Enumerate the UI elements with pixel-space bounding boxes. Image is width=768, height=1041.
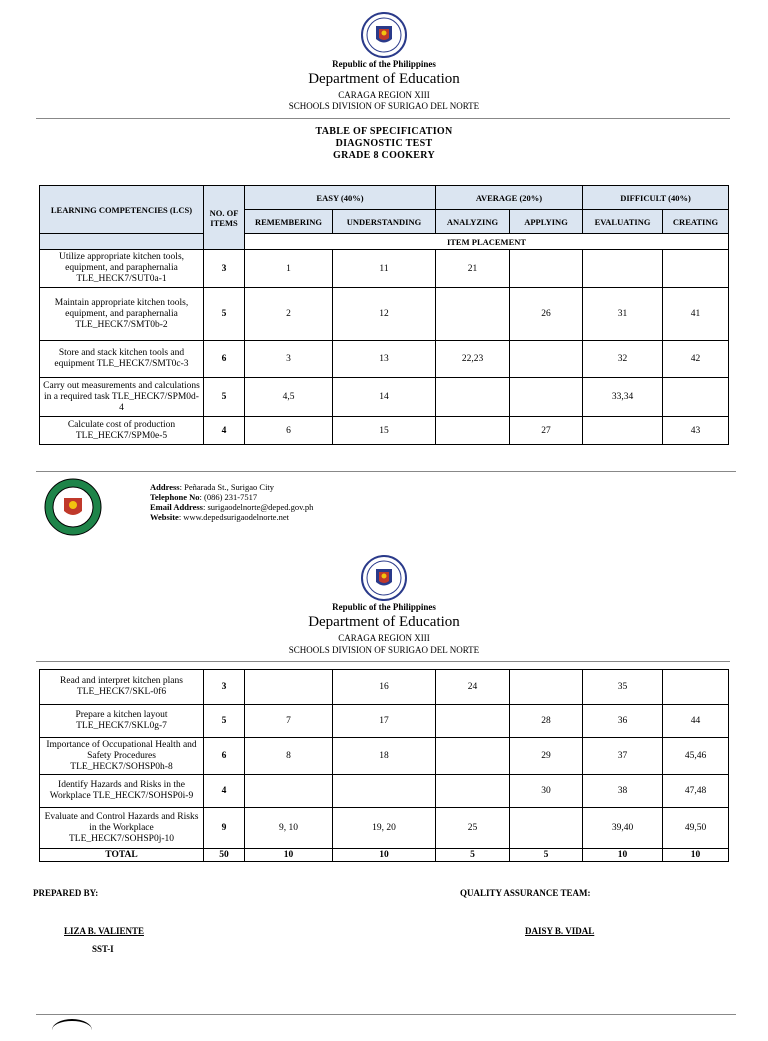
competency-cell: Read and interpret kitchen plans TLE_HECK7/SKL-0f6 xyxy=(40,670,204,705)
average-header: AVERAGE (20%) xyxy=(436,186,583,210)
competency-cell: Importance of Occupational Health and Safety Procedures TLE_HECK7/SOHSP0h-8 xyxy=(40,738,204,775)
quality-team-label: QUALITY ASSURANCE TEAM: xyxy=(460,888,591,898)
table-row xyxy=(40,705,729,738)
placement-cell-cre: 41 xyxy=(663,288,729,341)
competency-cell: Prepare a kitchen layout TLE_HECK7/SKL0g-7 xyxy=(40,705,204,738)
placement-cell-eva: 36 xyxy=(583,705,663,738)
total-row xyxy=(40,849,729,862)
placement-cell-rem: 4,5 xyxy=(245,378,333,417)
items-count-cell: 5 xyxy=(204,378,245,417)
specification-table xyxy=(39,185,729,445)
placement-cell-eva: 39,40 xyxy=(583,808,663,849)
difficult-header: DIFFICULT (40%) xyxy=(583,186,729,210)
items-count-cell: 3 xyxy=(204,670,245,705)
bottom-divider xyxy=(36,1014,736,1015)
placement-cell-und: 18 xyxy=(333,738,436,775)
placement-cell-und: 12 xyxy=(333,288,436,341)
email-line: Email Address: surigaodelnorte@deped.gov.ph xyxy=(150,502,314,512)
table-row xyxy=(40,250,729,288)
remembering-header: REMEMBERING xyxy=(245,210,333,234)
placement-cell-cre: 44 xyxy=(663,705,729,738)
title-line-3: GRADE 8 COOKERY xyxy=(333,150,435,161)
preparer-title: SST-I xyxy=(92,944,114,954)
placement-cell-cre: 45,46 xyxy=(663,738,729,775)
placement-cell-cre: 42 xyxy=(663,341,729,378)
header-divider xyxy=(36,661,730,662)
address-line: Address: Peñarada St., Surigao City xyxy=(150,482,275,492)
placement-cell-app: 30 xyxy=(510,775,583,808)
placement-cell-eva: 37 xyxy=(583,738,663,775)
table-row xyxy=(40,341,729,378)
footer-divider xyxy=(36,471,736,472)
total-items: 50 xyxy=(204,849,245,862)
region-label: CARAGA REGION XIII xyxy=(338,633,430,643)
table-body-page2 xyxy=(40,670,729,849)
placement-cell-ana xyxy=(436,417,510,445)
placement-cell-eva xyxy=(583,250,663,288)
preparer-name: LIZA B. VALIENTE xyxy=(64,926,144,936)
total-understanding: 10 xyxy=(333,849,436,862)
table-row xyxy=(40,378,729,417)
document-title xyxy=(0,126,768,162)
applying-header: APPLYING xyxy=(510,210,583,234)
table-row xyxy=(40,288,729,341)
placement-cell-und: 17 xyxy=(333,705,436,738)
item-placement-header: ITEM PLACEMENT xyxy=(245,234,729,250)
placement-cell-eva: 33,34 xyxy=(583,378,663,417)
division-label: SCHOOLS DIVISION OF SURIGAO DEL NORTE xyxy=(288,645,480,655)
competency-cell: Maintain appropriate kitchen tools, equipment, and paraphernalia TLE_HECK7/SMT0b-2 xyxy=(40,288,204,341)
phone-line: Telephone No: (086) 231-7517 xyxy=(150,492,258,502)
placement-cell-und: 14 xyxy=(333,378,436,417)
table-row xyxy=(40,738,729,775)
placement-cell-und xyxy=(333,775,436,808)
placement-cell-rem: 3 xyxy=(245,341,333,378)
placement-cell-rem: 2 xyxy=(245,288,333,341)
placement-cell-ana: 24 xyxy=(436,670,510,705)
region-label: CARAGA REGION XIII xyxy=(338,90,430,100)
lcs-header-blank xyxy=(40,234,204,250)
items-count-cell: 9 xyxy=(204,808,245,849)
placement-cell-app xyxy=(510,341,583,378)
total-creating: 10 xyxy=(663,849,729,862)
placement-cell-app xyxy=(510,808,583,849)
header-divider xyxy=(36,118,730,119)
table-row xyxy=(40,808,729,849)
placement-cell-ana: 25 xyxy=(436,808,510,849)
placement-cell-cre xyxy=(663,670,729,705)
placement-cell-ana xyxy=(436,378,510,417)
understanding-header: UNDERSTANDING xyxy=(333,210,436,234)
placement-cell-cre: 49,50 xyxy=(663,808,729,849)
placement-cell-und: 16 xyxy=(333,670,436,705)
placement-cell-eva: 38 xyxy=(583,775,663,808)
items-count-cell: 5 xyxy=(204,288,245,341)
items-count-cell: 3 xyxy=(204,250,245,288)
placement-cell-cre: 43 xyxy=(663,417,729,445)
analyzing-header: ANALYZING xyxy=(436,210,510,234)
qa-name: DAISY B. VIDAL xyxy=(525,926,595,936)
competency-cell: Carry out measurements and calculations in a required task TLE_HECK7/SPM0d-4 xyxy=(40,378,204,417)
placement-cell-eva: 32 xyxy=(583,341,663,378)
placement-cell-und: 11 xyxy=(333,250,436,288)
competency-cell: Evaluate and Control Hazards and Risks in the Workplace TLE_HECK7/SOHSP0j-10 xyxy=(40,808,204,849)
placement-cell-app xyxy=(510,250,583,288)
placement-cell-rem: 8 xyxy=(245,738,333,775)
table-row xyxy=(40,417,729,445)
items-count-cell: 6 xyxy=(204,738,245,775)
division-seal-logo xyxy=(44,478,102,536)
title-line-2: DIAGNOSTIC TEST xyxy=(335,138,433,149)
easy-header: EASY (40%) xyxy=(245,186,436,210)
placement-cell-eva: 35 xyxy=(583,670,663,705)
title-line-1: TABLE OF SPECIFICATION xyxy=(315,126,453,137)
placement-cell-ana xyxy=(436,738,510,775)
table-row xyxy=(40,670,729,705)
placement-cell-und: 13 xyxy=(333,341,436,378)
placement-cell-ana xyxy=(436,775,510,808)
prepared-by-label: PREPARED BY: xyxy=(33,888,99,898)
placement-cell-app: 29 xyxy=(510,738,583,775)
placement-cell-rem xyxy=(245,670,333,705)
total-remembering: 10 xyxy=(245,849,333,862)
placement-cell-ana: 21 xyxy=(436,250,510,288)
placement-cell-ana: 22,23 xyxy=(436,341,510,378)
items-count-cell: 4 xyxy=(204,775,245,808)
website-line: Website: www.depedsurigaodelnorte.net xyxy=(150,512,289,522)
department-title: Department of Education xyxy=(308,71,460,87)
total-applying: 5 xyxy=(510,849,583,862)
lcs-header: LEARNING COMPETENCIES (LCS) xyxy=(40,186,204,234)
placement-cell-rem: 7 xyxy=(245,705,333,738)
contact-info xyxy=(150,482,313,522)
items-count-cell: 4 xyxy=(204,417,245,445)
no-items-header: NO. OF ITEMS xyxy=(204,186,245,250)
placement-cell-ana xyxy=(436,705,510,738)
placement-cell-eva xyxy=(583,417,663,445)
table-row xyxy=(40,775,729,808)
placement-cell-rem: 1 xyxy=(245,250,333,288)
evaluating-header: EVALUATING xyxy=(583,210,663,234)
division-label: SCHOOLS DIVISION OF SURIGAO DEL NORTE xyxy=(288,101,480,111)
placement-cell-app xyxy=(510,670,583,705)
placement-cell-rem: 6 xyxy=(245,417,333,445)
total-analyzing: 5 xyxy=(436,849,510,862)
table-body-page1 xyxy=(40,250,729,445)
competency-cell: Identify Hazards and Risks in the Workplace TLE_HECK7/SOHSP0i-9 xyxy=(40,775,204,808)
total-evaluating: 10 xyxy=(583,849,663,862)
placement-cell-und: 19, 20 xyxy=(333,808,436,849)
specification-table-continued xyxy=(39,669,729,862)
placement-cell-rem xyxy=(245,775,333,808)
placement-cell-app: 27 xyxy=(510,417,583,445)
competency-cell: Utilize appropriate kitchen tools, equipment, and paraphernalia TLE_HECK7/SUT0a-1 xyxy=(40,250,204,288)
deped-seal-logo xyxy=(361,12,407,58)
republic-label: Republic of the Philippines xyxy=(332,59,436,69)
republic-label: Republic of the Philippines xyxy=(332,602,436,612)
placement-cell-app xyxy=(510,378,583,417)
creating-header: CREATING xyxy=(663,210,729,234)
placement-cell-app: 26 xyxy=(510,288,583,341)
placement-cell-eva: 31 xyxy=(583,288,663,341)
placement-cell-cre: 47,48 xyxy=(663,775,729,808)
competency-cell: Calculate cost of production TLE_HECK7/SPM0e-5 xyxy=(40,417,204,445)
placement-cell-und: 15 xyxy=(333,417,436,445)
items-count-cell: 5 xyxy=(204,705,245,738)
placement-cell-ana xyxy=(436,288,510,341)
placement-cell-app: 28 xyxy=(510,705,583,738)
placement-cell-cre xyxy=(663,378,729,417)
items-count-cell: 6 xyxy=(204,341,245,378)
placement-cell-cre xyxy=(663,250,729,288)
next-page-seal-partial xyxy=(52,1019,92,1041)
competency-cell: Store and stack kitchen tools and equipment TLE_HECK7/SMT0c-3 xyxy=(40,341,204,378)
department-title: Department of Education xyxy=(308,614,460,630)
total-label: TOTAL xyxy=(40,849,204,862)
deped-seal-logo xyxy=(361,555,407,601)
placement-cell-rem: 9, 10 xyxy=(245,808,333,849)
